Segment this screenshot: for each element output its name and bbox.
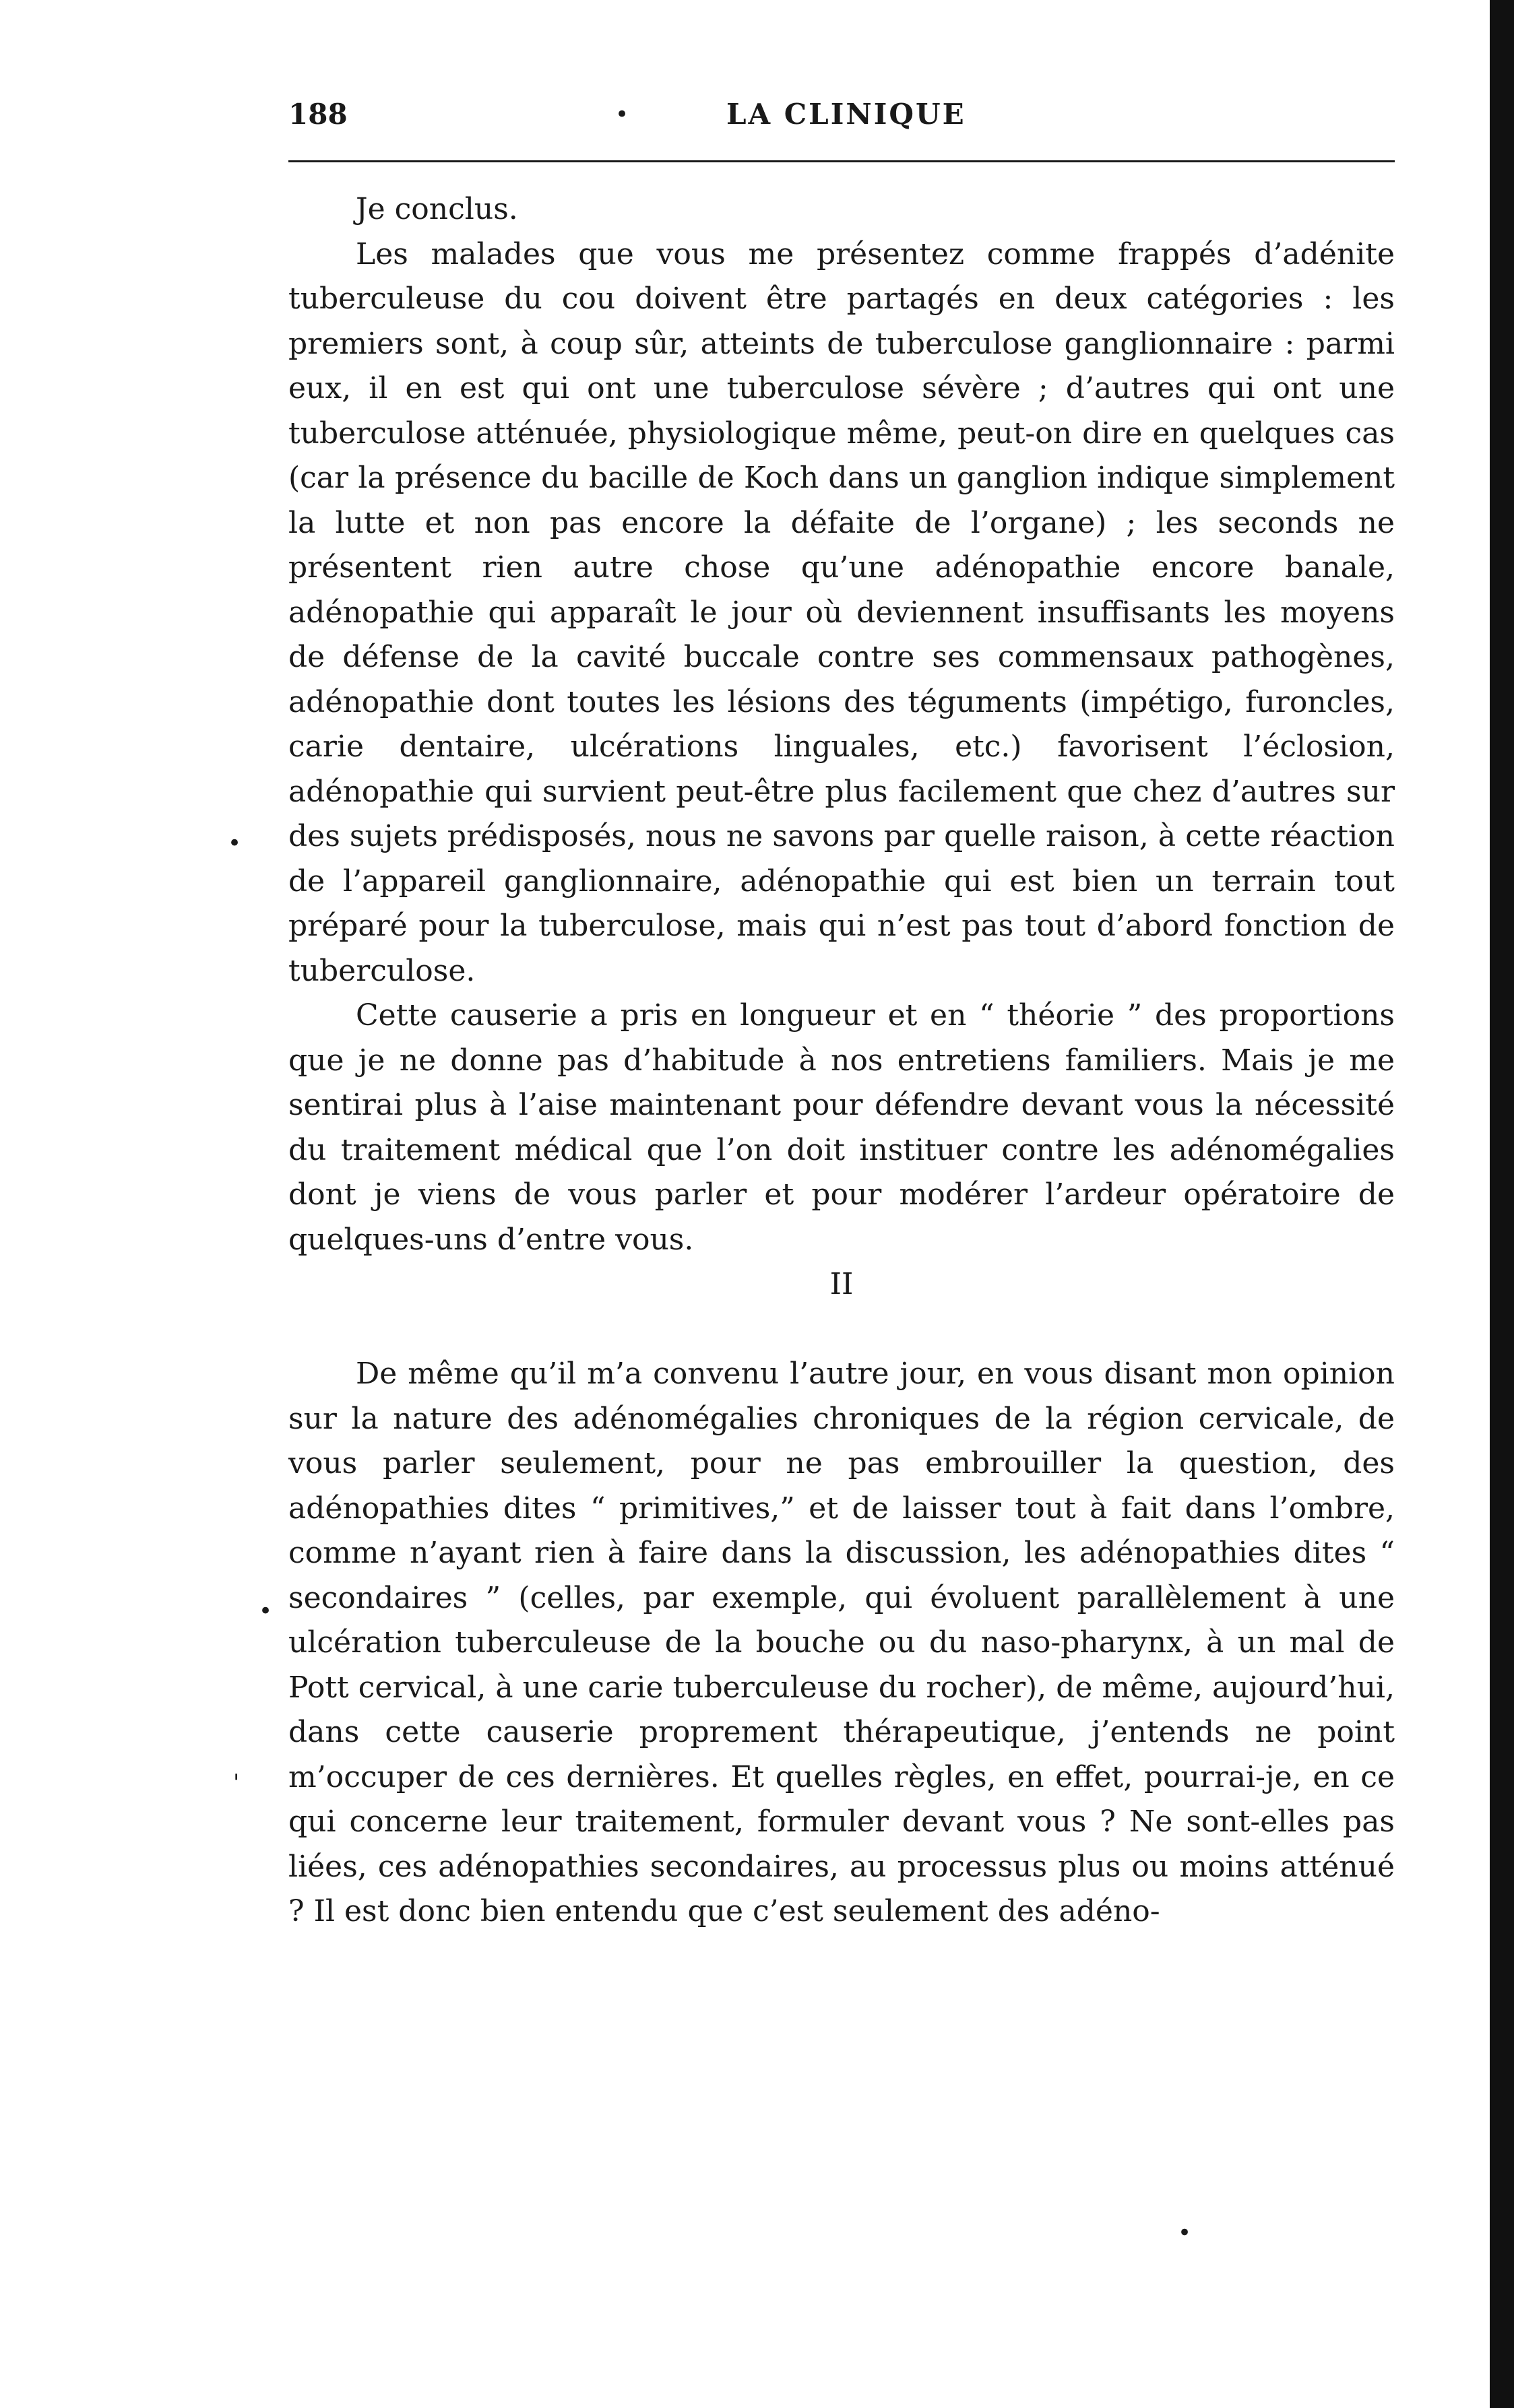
page-number: 188 [288,98,348,131]
margin-dot: • [228,830,242,857]
margin-tick: ' [233,1769,240,1796]
body-text [288,187,1395,1934]
paragraph-classification: Les malades que vous me présentez comme frappés d’adénite tuberculeuse du cou doivent être partagés en deux catégories : les premiers sont, à coup sûr, atteints de tuberculose ganglionnaire : parmi eux, il en est qui ont une tuberculose sévère ; d’autres qui ont une tuberculose atténuée, physiologique même, peut-on dire en quelques cas (car la présence du bacille de Koch dans un ganglion indique simplement la lutte et non pas encore la défaite de l’organe) ; les seconds ne présentent rien autre chose qu’une adénopathie encore banale, adénopathie qui apparaît le jour où deviennent insuffisants les moyens de défense de la cavité buccale contre ses commensaux pathogènes, adénopathie dont toutes les lésions des téguments (impétigo, furoncles, carie dentaire, ulcérations linguales, etc.) favorisent l’éclosion, adénopathie qui survient peut-être plus facilement que chez d’autres sur des sujets prédisposés, nous ne savons par quelle raison, à cette réaction de l’appareil ganglionnaire, adénopathie qui est bien un terrain tout préparé pour la tuberculose, mais qui n’est pas tout d’abord fonction de tuberculose. [288,236,1395,988]
paragraph-causerie: Cette causerie a pris en longueur et en “ théorie ” des proportions que je ne donne pas d’habitude à nos entretiens familiers. Mais je me sentirai plus à l’aise maintenant pour défendre devant vous la nécessité du traitement médical que l’on doit instituer contre les adénomégalies dont je viens de vous parler et pour modérer l’ardeur opératoire de quelques-uns d’entre vous. [288,998,1395,1257]
section-heading: II [829,1267,854,1301]
header-rule [288,160,1395,162]
section-gap [288,1307,1395,1353]
scan-page-edge [1490,0,1514,2408]
paragraph-conclusion-intro: Je conclus. [356,192,518,226]
header-dot: • [615,101,629,128]
running-title: LA CLINIQUE [726,98,966,131]
paragraph-secondary-adenopathies: De même qu’il m’a convenu l’autre jour, en vous disant mon opinion sur la nature des adénomégalies chroniques de la région cervicale, de vous parler seulement, pour ne pas embrouiller la question, des adénopathies dites “ primitives,” et de laisser tout à fait dans l’ombre, comme n’ayant rien à faire dans la discussion, les adénopathies dites “ secondaires ” (celles, par exemple, qui évoluent parallèlement à une ulcération tuberculeuse de la bouche ou du naso-pharynx, à un mal de Pott cervical, à une carie tuberculeuse du rocher), de même, aujourd’hui, dans cette causerie proprement thérapeutique, j’entends ne point m’occuper de ces dernières. Et quelles règles, en effet, pourrai-je, en ce qui concerne leur traitement, formuler devant vous ? Ne sont-elles pas liées, ces adénopathies secondaires, au processus plus ou moins atténué ? Il est donc bien entendu que c’est seulement des adéno- [288,1357,1395,1928]
bottom-dot: • [1178,2219,1192,2246]
margin-dot: • [259,1598,273,1625]
page-header [288,94,1395,135]
